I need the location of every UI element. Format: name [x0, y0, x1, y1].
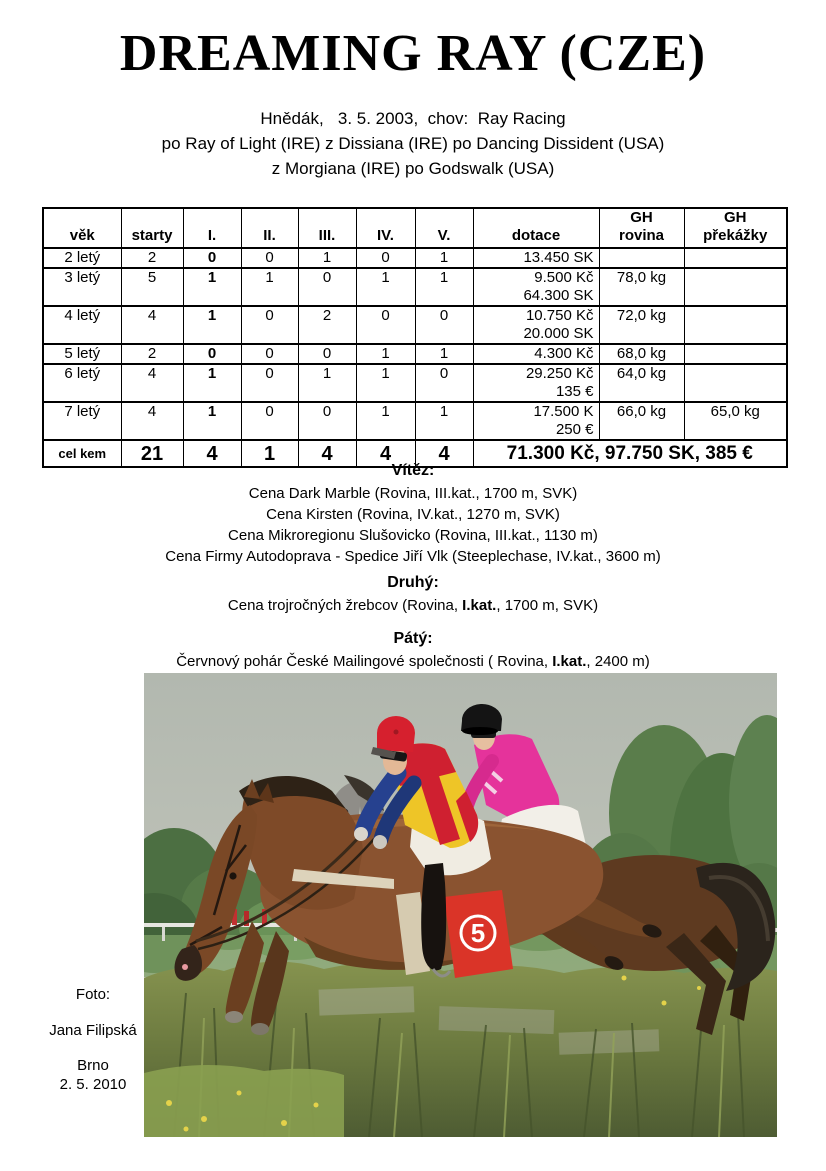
- col-header-gh-prekazky: GH překážky: [684, 208, 787, 248]
- winner-race: Cena Firmy Autodoprava - Spedice Jiří Vlk (Steeplechase, IV.kat., 3600 m): [165, 548, 661, 565]
- riding-boot: [421, 863, 446, 970]
- race-photo-illustration: [144, 673, 777, 1137]
- col-header-p2: II.: [241, 208, 298, 248]
- pedigree-line: Hnědák, 3. 5. 2003, chov: Ray Racing: [260, 109, 566, 128]
- table-row: 6 letý 4 1 0 1 1 0 29.250 Kč 135 € 64,0 kg: [43, 364, 787, 402]
- winner-race: Cena Dark Marble (Rovina, III.kat., 1700 m, SVK): [248, 485, 578, 502]
- winner-race: Cena Mikroregionu Slušovicko (Rovina, III.kat., 1130 m): [228, 527, 598, 544]
- table-total-row: cel kem 21 4 1 4 4 4 71.300 Kč, 97.750 SK, 385 €: [43, 440, 787, 467]
- saddle-cloth: [444, 890, 513, 978]
- photo-credit-label: Foto:: [75, 986, 111, 1003]
- photo-place: Brno: [77, 1057, 109, 1074]
- total-label: cel kem: [43, 440, 121, 467]
- fifth-race: Červnový pohár České Mailingové společnosti ( Rovina, I.kat., 2400 m): [176, 653, 650, 670]
- col-header-starty: starty: [121, 208, 183, 248]
- page-title: DREAMING RAY (CZE): [119, 25, 707, 82]
- winner-section: [0, 462, 826, 567]
- table-header-row: [43, 208, 787, 248]
- col-header-p4: IV.: [356, 208, 415, 248]
- col-header-gh-rovina: GH rovina: [599, 208, 684, 248]
- total-prize-money: 71.300 Kč, 97.750 SK, 385 €: [473, 440, 787, 467]
- pedigree-line: z Morgiana (IRE) po Godswalk (USA): [271, 159, 555, 178]
- second-race: Cena trojročných žrebcov (Rovina, I.kat., 1700 m, SVK): [227, 597, 599, 614]
- table-row: 4 letý 4 1 0 2 0 0 10.750 Kč 20.000 SK 72,0 kg: [43, 306, 787, 344]
- table-row: 5 letý 2 0 0 0 1 1 4.300 Kč 68,0 kg: [43, 344, 787, 364]
- glove: [354, 827, 368, 841]
- fifth-heading: Pátý:: [393, 630, 433, 647]
- pedigree-line: po Ray of Light (IRE) z Dissiana (IRE) po Dancing Dissident (USA): [161, 134, 665, 153]
- col-header-p5: V.: [415, 208, 473, 248]
- col-header-p3: III.: [298, 208, 356, 248]
- pedigree-block: [0, 106, 826, 181]
- table-row: 3 letý 5 1 1 0 1 1 9.500 Kč 64.300 SK 78,0 kg: [43, 268, 787, 306]
- race-photo: [144, 673, 777, 1137]
- col-header-dotace: dotace: [473, 208, 599, 248]
- saddle-number-text: 5: [470, 918, 486, 948]
- col-header-p1: I.: [183, 208, 241, 248]
- photo-credit-name: Jana Filipská: [49, 1022, 137, 1039]
- table-row: 7 letý 4 1 0 0 1 1 17.500 K 250 € 66,0 kg 65,0 kg: [43, 402, 787, 440]
- second-place-section: [0, 574, 826, 616]
- winner-heading: Vítěz:: [391, 462, 435, 479]
- record-table: [42, 207, 788, 468]
- fifth-place-section: [0, 630, 826, 672]
- col-header-vek: věk: [43, 208, 121, 248]
- second-heading: Druhý:: [387, 574, 439, 591]
- photo-date: 2. 5. 2010: [59, 1076, 127, 1093]
- table-row: 2 letý 2 0 0 1 0 1 13.450 SK: [43, 248, 787, 268]
- winner-race: Cena Kirsten (Rovina, IV.kat., 1270 m, SVK): [266, 506, 560, 523]
